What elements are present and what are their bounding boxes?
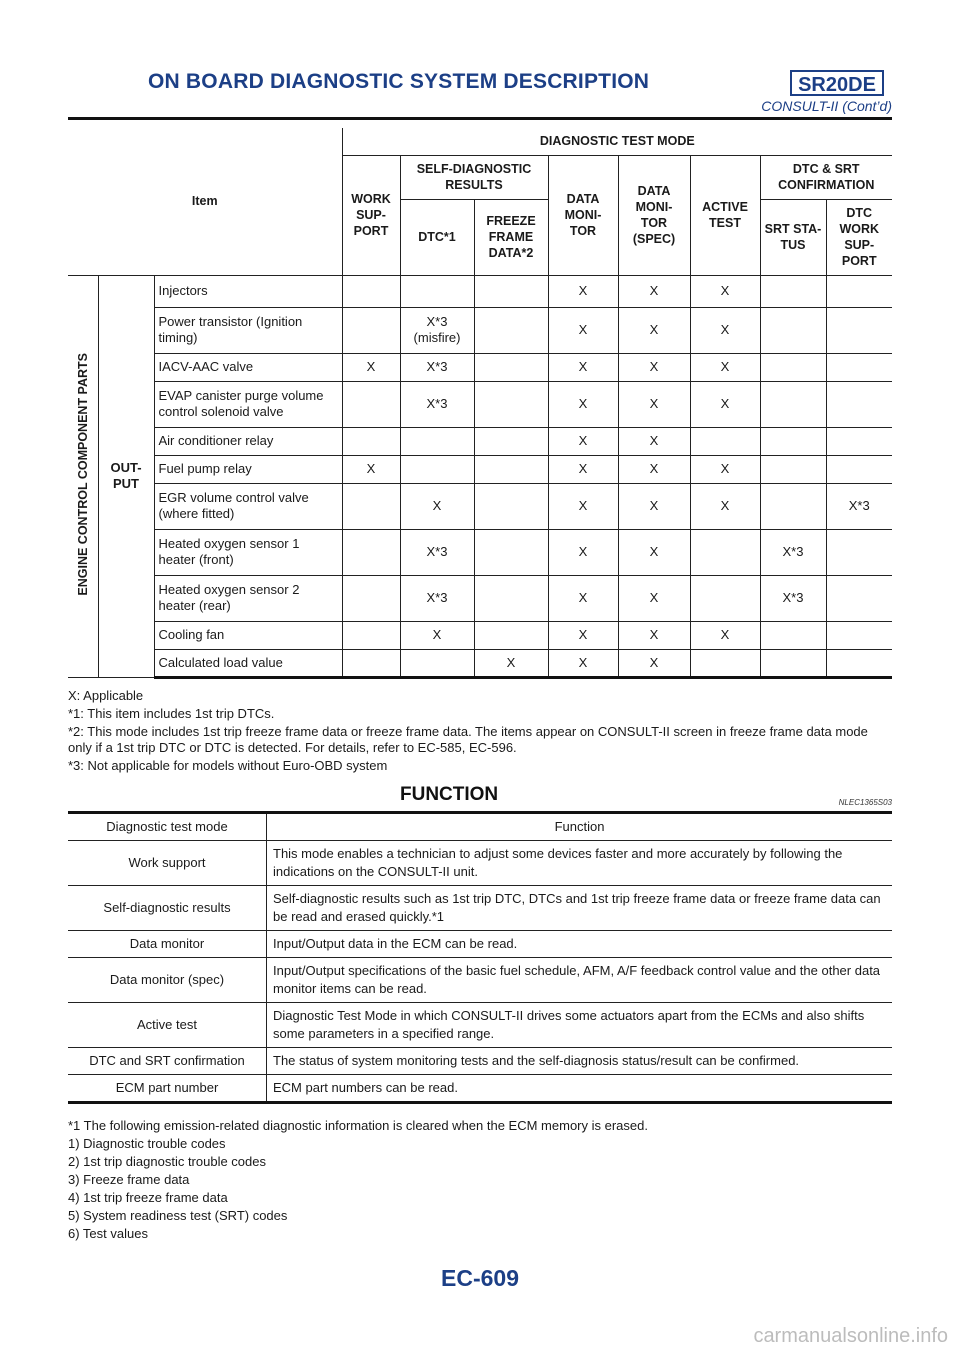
mode-cell: [760, 427, 826, 455]
mode-cell: X: [690, 275, 760, 307]
mode-cell: X: [690, 455, 760, 483]
data-monitor-header: DATA MONI- TOR: [548, 155, 618, 275]
table-row: [68, 649, 892, 677]
mode-cell: X: [690, 381, 760, 427]
function-row: [68, 1075, 892, 1103]
mode-cell: X: [548, 427, 618, 455]
item-name: Calculated load value: [154, 649, 342, 677]
mode-cell: [760, 649, 826, 677]
mode-cell: [826, 353, 892, 381]
table-row: [68, 575, 892, 621]
function-reference-code: NLEC1365S03: [838, 798, 892, 807]
mode-cell: X: [400, 483, 474, 529]
group-label: OUT- PUT: [98, 275, 154, 677]
mode-cell: X: [474, 649, 548, 677]
mode-cell: X*3: [400, 381, 474, 427]
mode-cell: X: [690, 621, 760, 649]
diagnostic-test-mode-header: DIAGNOSTIC TEST MODE: [342, 128, 892, 155]
function-table-header: [68, 814, 892, 841]
mode-cell: [474, 529, 548, 575]
mode-cell: [474, 621, 548, 649]
mode-cell: [690, 427, 760, 455]
freeze-frame-header: FREEZE FRAME DATA*2: [474, 199, 548, 275]
mode-cell: X*3: [760, 575, 826, 621]
item-name: Air conditioner relay: [154, 427, 342, 455]
mode-cell: [826, 307, 892, 353]
mode-cell: X: [342, 455, 400, 483]
mode-cell: X*3 (misfire): [400, 307, 474, 353]
mode-cell: [474, 275, 548, 307]
mode-cell: [474, 307, 548, 353]
mode-cell: X: [690, 353, 760, 381]
item-name: Cooling fan: [154, 621, 342, 649]
function-row: [68, 886, 892, 931]
function-mode: Work support: [68, 841, 267, 886]
mode-cell: [826, 275, 892, 307]
mode-cell: X: [400, 621, 474, 649]
mode-cell: X: [618, 621, 690, 649]
diagnostic-mode-table: [68, 128, 892, 679]
mode-cell: X: [342, 353, 400, 381]
mode-cell: X*3: [400, 529, 474, 575]
mode-cell: X: [548, 529, 618, 575]
function-row: [68, 958, 892, 1003]
work-support-header: WORK SUP- PORT: [342, 155, 400, 275]
mode-cell: [826, 621, 892, 649]
self-diagnostic-results-header: SELF-DIAGNOSTIC RESULTS: [400, 155, 548, 199]
data-monitor-spec-header: DATA MONI- TOR (SPEC): [618, 155, 690, 275]
list-item: 5) System readiness test (SRT) codes: [68, 1208, 288, 1223]
function-row: [68, 1003, 892, 1048]
mode-cell: X: [618, 649, 690, 677]
mode-cell: X: [548, 275, 618, 307]
item-name: Power transistor (Ignition timing): [154, 307, 342, 353]
note-2: *2: This mode includes 1st trip freeze frame data or freeze frame data. The items appear on CONSULT-II screen in freeze frame data mode only if a 1st trip DTC or DTC is detected. For details, refer to EC-585, EC-596.: [68, 724, 868, 755]
mode-cell: [760, 381, 826, 427]
side-category-label: [68, 275, 98, 677]
mode-cell: [826, 381, 892, 427]
table-row: [68, 307, 892, 353]
note-3: *3: Not applicable for models without Euro-OBD system: [68, 758, 388, 773]
mode-cell: [690, 529, 760, 575]
engine-code-badge: SR20DE: [790, 70, 884, 96]
mode-cell: X: [548, 455, 618, 483]
note-applicable: X: Applicable: [68, 688, 144, 703]
mode-cell: [760, 275, 826, 307]
watermark: carmanualsonline.info: [753, 1325, 948, 1347]
function-description-header: Function: [267, 814, 893, 841]
item-name: IACV-AAC valve: [154, 353, 342, 381]
mode-cell: [342, 483, 400, 529]
mode-cell: [474, 483, 548, 529]
note-1: *1: This item includes 1st trip DTCs.: [68, 706, 275, 721]
mode-cell: [760, 307, 826, 353]
function-description: Self-diagnostic results such as 1st trip DTC, DTCs and 1st trip freeze frame data or freeze frame data can be read and erased quickly.*1: [267, 886, 893, 931]
mode-cell: [690, 575, 760, 621]
header-rule: [68, 117, 892, 120]
page-number: EC-609: [441, 1265, 519, 1291]
function-heading: FUNCTION: [400, 784, 499, 805]
footnote-list: [68, 1135, 894, 1243]
function-mode: DTC and SRT confirmation: [68, 1048, 267, 1075]
mode-cell: [690, 649, 760, 677]
function-row: [68, 931, 892, 958]
mode-cell: X: [618, 455, 690, 483]
mode-cell: X*3: [760, 529, 826, 575]
dtc-work-support-header: DTC WORK SUP- PORT: [826, 199, 892, 275]
function-row: [68, 841, 892, 886]
mode-cell: [760, 621, 826, 649]
mode-cell: X: [618, 483, 690, 529]
mode-cell: X: [548, 621, 618, 649]
mode-cell: [474, 455, 548, 483]
list-item: 2) 1st trip diagnostic trouble codes: [68, 1154, 266, 1169]
mode-cell: X: [548, 353, 618, 381]
mode-cell: [400, 649, 474, 677]
mode-cell: [826, 649, 892, 677]
footnote-intro: *1 The following emission-related diagnostic information is cleared when the ECM memory is erased.: [68, 1118, 648, 1133]
mode-cell: X*3: [826, 483, 892, 529]
item-name: EGR volume control valve (where fitted): [154, 483, 342, 529]
dtc-header: DTC*1: [400, 199, 474, 275]
mode-cell: [400, 455, 474, 483]
mode-cell: X: [548, 307, 618, 353]
mode-cell: [826, 455, 892, 483]
mode-cell: X: [548, 575, 618, 621]
function-description: The status of system monitoring tests and the self-diagnosis status/result can be confirmed.: [267, 1048, 893, 1075]
mode-cell: [760, 455, 826, 483]
mode-cell: X: [548, 483, 618, 529]
item-name: EVAP canister purge volume control solenoid valve: [154, 381, 342, 427]
dtc-srt-confirmation-header: DTC & SRT CONFIRMATION: [760, 155, 892, 199]
item-name: Injectors: [154, 275, 342, 307]
function-table: [68, 814, 892, 1104]
mode-cell: [342, 427, 400, 455]
function-mode: Data monitor: [68, 931, 267, 958]
item-header: Item: [68, 128, 342, 275]
mode-cell: [760, 353, 826, 381]
mode-cell: [474, 427, 548, 455]
document-title: ON BOARD DIAGNOSTIC SYSTEM DESCRIPTION: [148, 70, 650, 93]
page-header: [0, 0, 960, 118]
mode-cell: [400, 427, 474, 455]
mode-cell: X: [618, 353, 690, 381]
list-item: 1) Diagnostic trouble codes: [68, 1136, 226, 1151]
mode-cell: [342, 621, 400, 649]
function-mode: Self-diagnostic results: [68, 886, 267, 931]
function-description: ECM part numbers can be read.: [267, 1075, 893, 1103]
section-subtitle: CONSULT-II (Cont’d): [761, 98, 892, 114]
table-row: [68, 455, 892, 483]
function-description: Diagnostic Test Mode in which CONSULT-II drives some actuators apart from the ECMs and also shifts some parameters in a specified range.: [267, 1003, 893, 1048]
mode-cell: X: [618, 275, 690, 307]
mode-cell: [474, 575, 548, 621]
mode-cell: [400, 275, 474, 307]
table-row: [68, 353, 892, 381]
table-row: [68, 483, 892, 529]
function-mode: Data monitor (spec): [68, 958, 267, 1003]
mode-cell: [342, 529, 400, 575]
mode-table-body: [68, 275, 892, 677]
function-mode: ECM part number: [68, 1075, 267, 1103]
mode-cell: [342, 575, 400, 621]
mode-cell: X: [618, 427, 690, 455]
function-description: This mode enables a technician to adjust some devices faster and more accurately by following the indications on the CONSULT-II unit.: [267, 841, 893, 886]
table-row: [68, 275, 892, 307]
mode-cell: [760, 483, 826, 529]
mode-cell: [474, 353, 548, 381]
item-name: Heated oxygen sensor 2 heater (rear): [154, 575, 342, 621]
mode-cell: X*3: [400, 353, 474, 381]
mode-cell: X: [690, 307, 760, 353]
mode-cell: [826, 427, 892, 455]
item-name: Fuel pump relay: [154, 455, 342, 483]
mode-cell: X: [690, 483, 760, 529]
list-item: 3) Freeze frame data: [68, 1172, 190, 1187]
mode-cell: X: [618, 529, 690, 575]
list-item: 4) 1st trip freeze frame data: [68, 1190, 228, 1205]
item-name: Heated oxygen sensor 1 heater (front): [154, 529, 342, 575]
function-mode: Active test: [68, 1003, 267, 1048]
side-category-text: ENGINE CONTROL COMPONENT PARTS: [75, 352, 90, 596]
active-test-header: ACTIVE TEST: [690, 155, 760, 275]
erase-footnotes: [68, 1117, 894, 1243]
function-mode-header: Diagnostic test mode: [68, 814, 267, 841]
mode-cell: [826, 529, 892, 575]
mode-cell: [342, 649, 400, 677]
mode-cell: X: [618, 381, 690, 427]
table-row: [68, 529, 892, 575]
srt-status-header: SRT STA- TUS: [760, 199, 826, 275]
table-row: [68, 381, 892, 427]
function-description: Input/Output data in the ECM can be read.: [267, 931, 893, 958]
function-row: [68, 1048, 892, 1075]
list-item: 6) Test values: [68, 1226, 148, 1241]
mode-cell: X: [618, 575, 690, 621]
mode-cell: X: [548, 649, 618, 677]
mode-cell: [826, 575, 892, 621]
mode-cell: [342, 275, 400, 307]
mode-cell: [474, 381, 548, 427]
table-notes: [68, 688, 894, 776]
mode-cell: X: [618, 307, 690, 353]
function-description: Input/Output specifications of the basic fuel schedule, AFM, A/F feedback control value and the other data monitor items can be read.: [267, 958, 893, 1003]
mode-cell: [342, 307, 400, 353]
table-row: [68, 427, 892, 455]
mode-cell: X: [548, 381, 618, 427]
mode-cell: X*3: [400, 575, 474, 621]
table-row: [68, 621, 892, 649]
mode-cell: [342, 381, 400, 427]
